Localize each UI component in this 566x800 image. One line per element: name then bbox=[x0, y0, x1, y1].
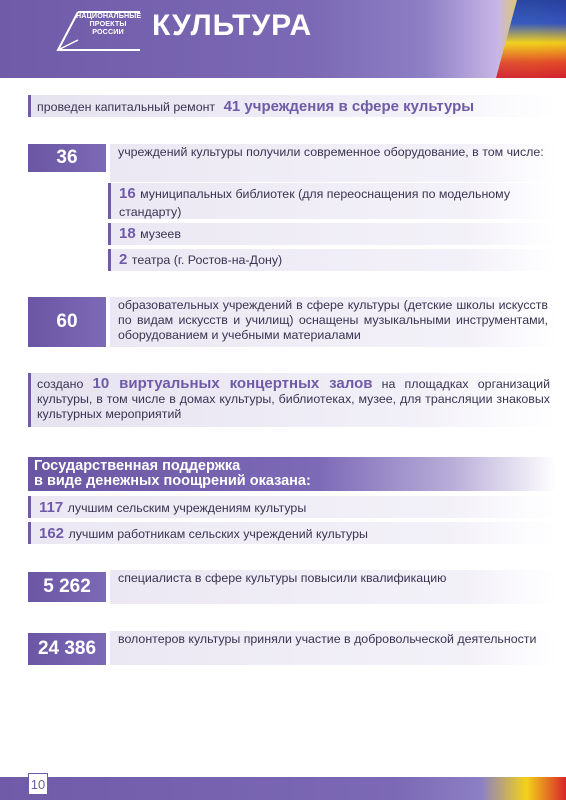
stat-text-60: образовательных учреждений в сфере культуры (детские школы искусств по видам искусств и училищ) оснащены музыкальными инструментами, оборудованием и учебными материалами bbox=[118, 298, 548, 342]
footer-bar bbox=[0, 777, 566, 800]
gov-item-number: 117 bbox=[39, 499, 64, 516]
stat-text-5262: специалиста в сфере культуры повысили квалификацию bbox=[118, 571, 447, 585]
stat-number-24386: 24 386 bbox=[28, 633, 106, 665]
virtual-prefix: создано bbox=[37, 377, 84, 391]
gov-heading-line2: в виде денежных поощрений оказана: bbox=[34, 473, 311, 489]
virtual-highlight: 10 виртуальных концертных залов bbox=[92, 375, 373, 392]
page-title: КУЛЬТУРА bbox=[152, 9, 313, 42]
logo-text: НАЦИОНАЛЬНЫЕ ПРОЕКТЫ РОССИИ bbox=[76, 11, 142, 36]
tricolor-stripe bbox=[496, 0, 566, 78]
gov-support-heading bbox=[28, 457, 556, 491]
sub-item-number: 18 bbox=[119, 225, 136, 242]
sub-item-libraries bbox=[108, 183, 556, 219]
virtual-rest: на площадках организаций культуры, в том числе в домах культуры, библиотеках, музее, для трансляции знаковых культурных мероприятий bbox=[37, 377, 550, 421]
stat-panel-36 bbox=[110, 144, 556, 182]
capital-repair-prefix: проведен капитальный ремонт bbox=[37, 100, 216, 114]
stat-panel-5262 bbox=[110, 570, 556, 604]
sub-item-text: музеев bbox=[140, 227, 181, 241]
stat-panel-60 bbox=[110, 297, 556, 347]
sub-item-museums bbox=[108, 223, 556, 245]
virtual-halls-row bbox=[28, 373, 556, 427]
stat-number-5262: 5 262 bbox=[28, 572, 106, 602]
gov-item-workers bbox=[28, 522, 556, 544]
stat-text-36: учреждений культуры получили современное оборудование, в том числе: bbox=[118, 145, 544, 159]
gov-heading-line1: Государственная поддержка bbox=[34, 458, 241, 474]
sub-item-theatres bbox=[108, 249, 556, 271]
stat-panel-24386 bbox=[110, 631, 556, 665]
sub-item-text: театра (г. Ростов-на-Дону) bbox=[131, 253, 283, 267]
gov-item-number: 162 bbox=[39, 525, 65, 542]
sub-item-number: 2 bbox=[119, 251, 128, 268]
capital-repair-row bbox=[28, 95, 556, 117]
sub-item-number: 16 bbox=[119, 185, 136, 202]
sub-item-text: муниципальных библиотек (для переоснащения по модельному стандарту) bbox=[119, 187, 511, 219]
gov-item-text: лучшим работникам сельских учреждений культуры bbox=[68, 527, 368, 541]
page-header bbox=[0, 0, 566, 78]
virtual-halls-text bbox=[37, 376, 550, 422]
gov-item-text: лучшим сельским учреждениям культуры bbox=[67, 501, 307, 515]
gov-item-institutions bbox=[28, 496, 556, 518]
stat-number-36: 36 bbox=[28, 144, 106, 172]
capital-repair-highlight: 41 учреждения в сфере культуры bbox=[223, 98, 475, 115]
page-number: 10 bbox=[28, 773, 48, 795]
stat-number-60: 60 bbox=[28, 297, 106, 347]
stat-text-24386: волонтеров культуры приняли участие в добровольческой деятельности bbox=[118, 632, 537, 646]
